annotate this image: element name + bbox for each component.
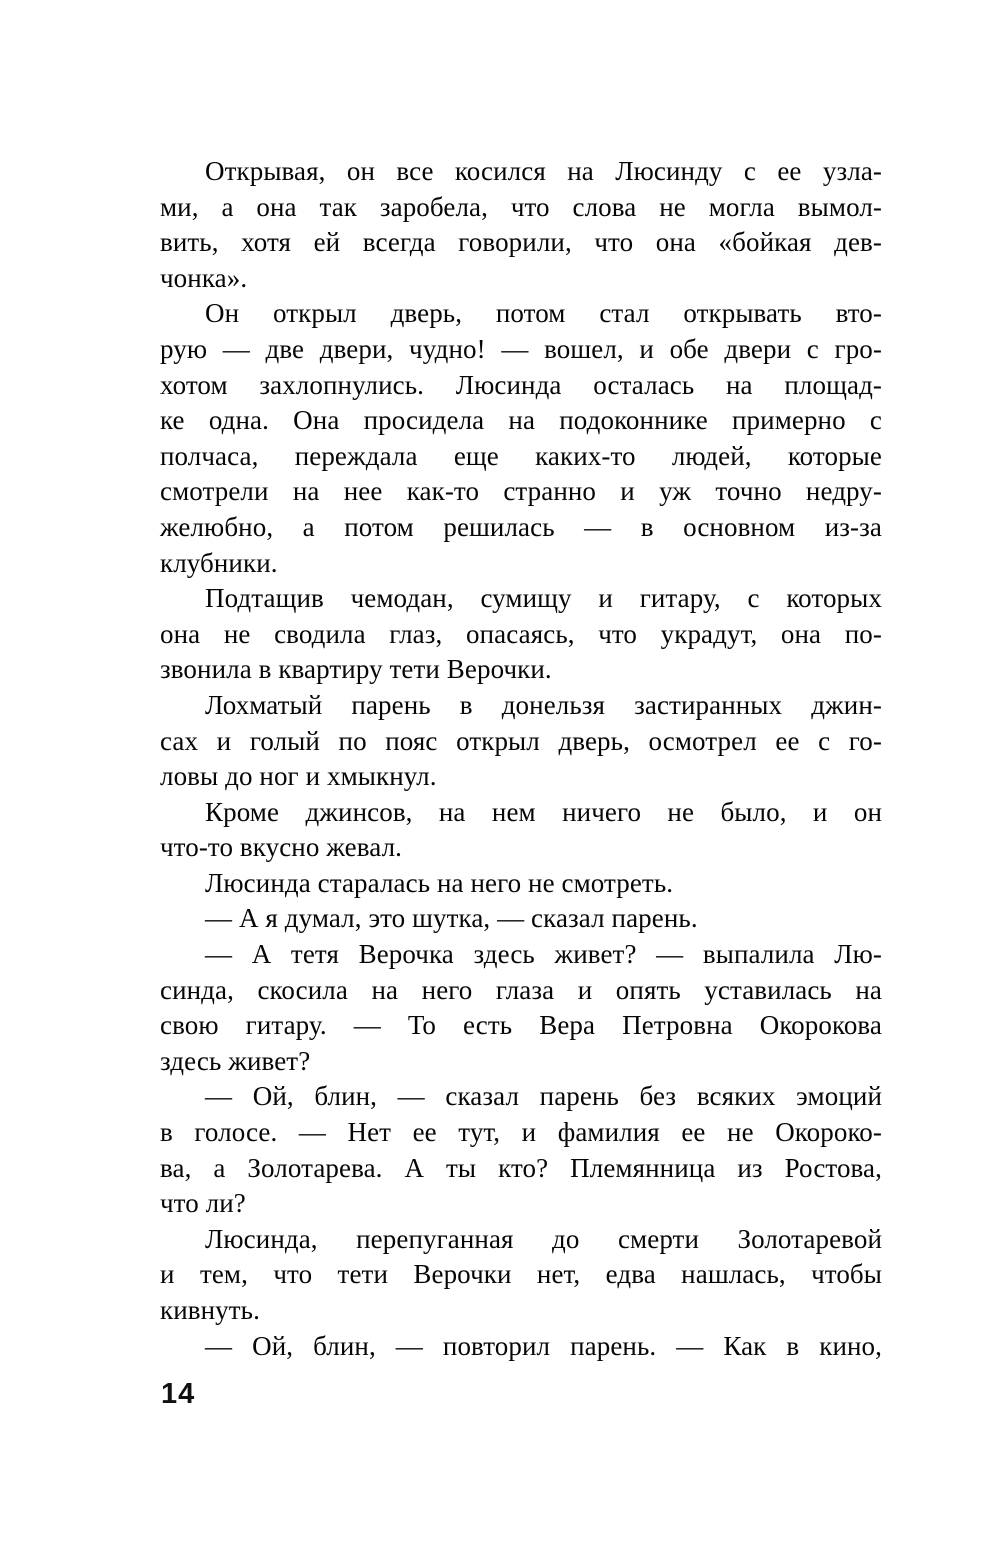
text-line: вить, хотя ей всегда говорили, что она «бойкая дев- [160, 227, 882, 258]
text-line: Лохматый парень в донельзя застиранных джин- [205, 689, 882, 720]
text-line: ке одна. Она просидела на подоконнике примерно с [160, 405, 882, 436]
text-line: ми, а она так заробела, что слова не могла вымол- [160, 191, 882, 222]
text-line: синда, скосила на него глаза и опять уставилась на [160, 974, 882, 1005]
text-line: Подтащив чемодан, сумищу и гитару, с которых [205, 583, 882, 614]
text-line: сах и голый по пояс открыл дверь, осмотрел ее с го- [160, 725, 882, 756]
text-line: Он открыл дверь, потом стал открывать вто- [205, 298, 882, 329]
text-line: Кроме джинсов, на нем ничего не было, и он [205, 796, 882, 827]
text-line: Люсинда старалась на него не смотреть. [205, 867, 674, 898]
text-line: — А я думал, это шутка, — сказал парень. [205, 903, 698, 934]
text-line: свою гитару. — То есть Вера Петровна Окорокова [160, 1010, 882, 1041]
text-line: — Ой, блин, — повторил парень. — Как в кино, [205, 1330, 882, 1361]
text-block [160, 154, 882, 1364]
text-line: здесь живет? [160, 1045, 311, 1076]
text-line: — Ой, блин, — сказал парень без всяких эмоций [205, 1081, 882, 1112]
paragraph [160, 937, 882, 1079]
text-line: — А тетя Верочка здесь живет? — выпалила Лю- [205, 939, 882, 970]
text-line: ва, а Золотарева. А ты кто? Племянница из Ростова, [160, 1152, 882, 1183]
paragraph [160, 688, 882, 795]
paragraph [160, 901, 882, 937]
text-line: клубники. [160, 547, 278, 578]
paragraph [160, 1079, 882, 1221]
text-line: что-то вкусно жевал. [160, 832, 402, 863]
paragraph [160, 581, 882, 688]
text-line: она не сводила глаз, опасаясь, что украдут, она по- [160, 618, 882, 649]
text-line: рую — две двери, чудно! — вошел, и обе двери с гро- [160, 333, 882, 364]
paragraph [160, 1329, 882, 1365]
paragraph [160, 1222, 882, 1329]
text-line: хотом захлопнулись. Люсинда осталась на площад- [160, 369, 882, 400]
text-line: что ли? [160, 1188, 246, 1219]
text-line: полчаса, переждала еще каких-то людей, которые [160, 440, 882, 471]
text-line: желюбно, а потом решилась — в основном из-за [160, 511, 882, 542]
paragraph [160, 296, 882, 581]
page-number: 14 [161, 1378, 196, 1410]
text-line: звонила в квартиру тети Верочки. [160, 654, 552, 685]
text-line: чонка». [160, 262, 248, 293]
text-line: в голосе. — Нет ее тут, и фамилия ее не Окороко- [160, 1117, 882, 1148]
text-line: и тем, что тети Верочки нет, едва нашлась, чтобы [160, 1259, 882, 1290]
text-line: кивнуть. [160, 1295, 260, 1325]
paragraph [160, 795, 882, 866]
text-line: ловы до ног и хмыкнул. [160, 761, 437, 792]
text-line: Люсинда, перепуганная до смерти Золотаревой [205, 1223, 882, 1254]
text-line: смотрели на нее как-то странно и уж точно недру- [160, 476, 882, 507]
text-line: Открывая, он все косился на Люсинду с ее узла- [205, 156, 882, 186]
paragraph [160, 154, 882, 296]
paragraph [160, 866, 882, 902]
